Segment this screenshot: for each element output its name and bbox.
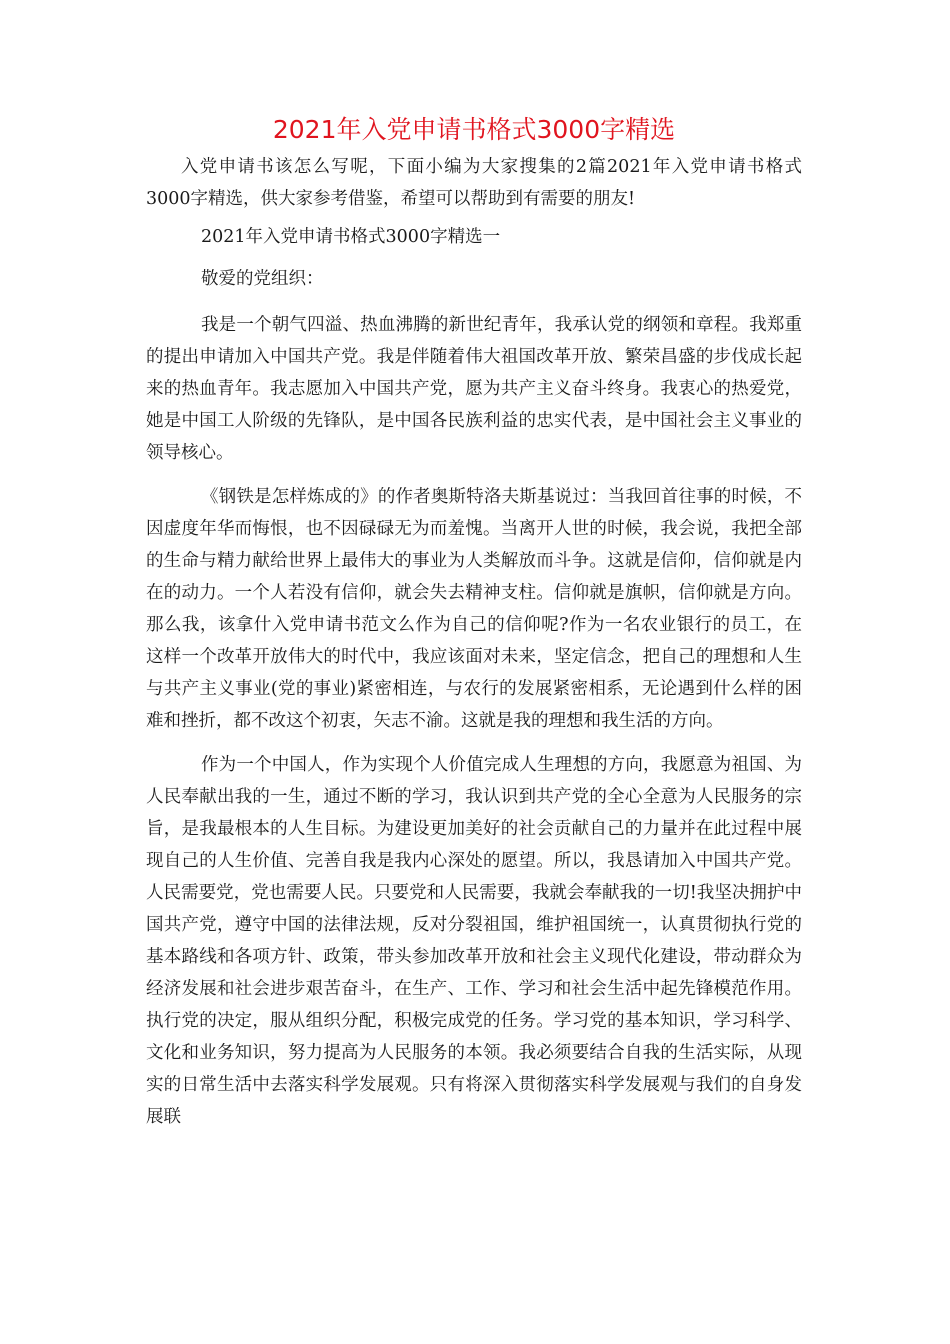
salutation: 敬爱的党组织： bbox=[201, 269, 324, 289]
body-paragraph-3: 作为一个中国人，作为实现个人价值完成人生理想的方向，我愿意为祖国、为人民奉献出我的一生，通过不断的学习，我认识到共产党的全心全意为人民服务的宗旨，是我最根本的人生目标。为建设更加美好的社会贡献自己的力量并在此过程中展现自己的人生价值、完善自我是我内心深处的愿望。所以，我恳请加入中国共产党。人民需要党，党也需要人民。只要党和人民需要，我就会奉献我的一切!我坚决拥护中国共产党，遵守中国的法律法规，反对分裂祖国，维护祖国统一，认真贯彻执行党的基本路线和各项方针、政策，带头参加改革开放和社会主义现代化建设，带动群众为经济发展和社会进步艰苦奋斗，在生产、工作、学习和社会生活中起先锋模范作用。执行党的决定，服从组织分配，积极完成党的任务。学习党的基本知识，学习科学、文化和业务知识，努力提高为人民服务的本领。我必须要结合自我的生活实际，从现实的日常生活中去落实科学发展观。只有将深入贯彻落实科学发展观与我们的自身发展联 bbox=[146, 755, 802, 1127]
body-paragraph-2: 《钢铁是怎样炼成的》的作者奥斯特洛夫斯基说过：当我回首往事的时候，不因虚度年华而悔恨，也不因碌碌无为而羞愧。当离开人世的时候，我会说，我把全部的生命与精力献给世界上最伟大的事业为人类解放而斗争。这就是信仰，信仰就是内在的动力。一个人若没有信仰，就会失去精神支柱。信仰就是旗帜，信仰就是方向。那么我，该拿什入党申请书范文么作为自己的信仰呢?作为一名农业银行的员工，在这样一个改革开放伟大的时代中，我应该面对未来，坚定信念，把自己的理想和人生与共产主义事业(党的事业)紧密相连，与农行的发展紧密相系，无论遇到什么样的困难和挫折，都不改这个初衷，矢志不渝。这就是我的理想和我生活的方向。 bbox=[146, 487, 802, 731]
section-heading: 2021年入党申请书格式3000字精选一 bbox=[201, 227, 501, 247]
document-title: 2021年入党申请书格式3000字精选 bbox=[272, 115, 676, 144]
body-paragraph-1: 我是一个朝气四溢、热血沸腾的新世纪青年，我承认党的纲领和章程。我郑重的提出申请加入中国共产党。我是伴随着伟大祖国改革开放、繁荣昌盛的步伐成长起来的热血青年。我志愿加入中国共产党，愿为共产主义奋斗终身。我衷心的热爱党，她是中国工人阶级的先锋队，是中国各民族利益的忠实代表，是中国社会主义事业的领导核心。 bbox=[146, 315, 802, 463]
intro-paragraph: 入党申请书该怎么写呢，下面小编为大家搜集的2篇2021年入党申请书格式3000字精选，供大家参考借鉴，希望可以帮助到有需要的朋友! bbox=[146, 157, 802, 209]
